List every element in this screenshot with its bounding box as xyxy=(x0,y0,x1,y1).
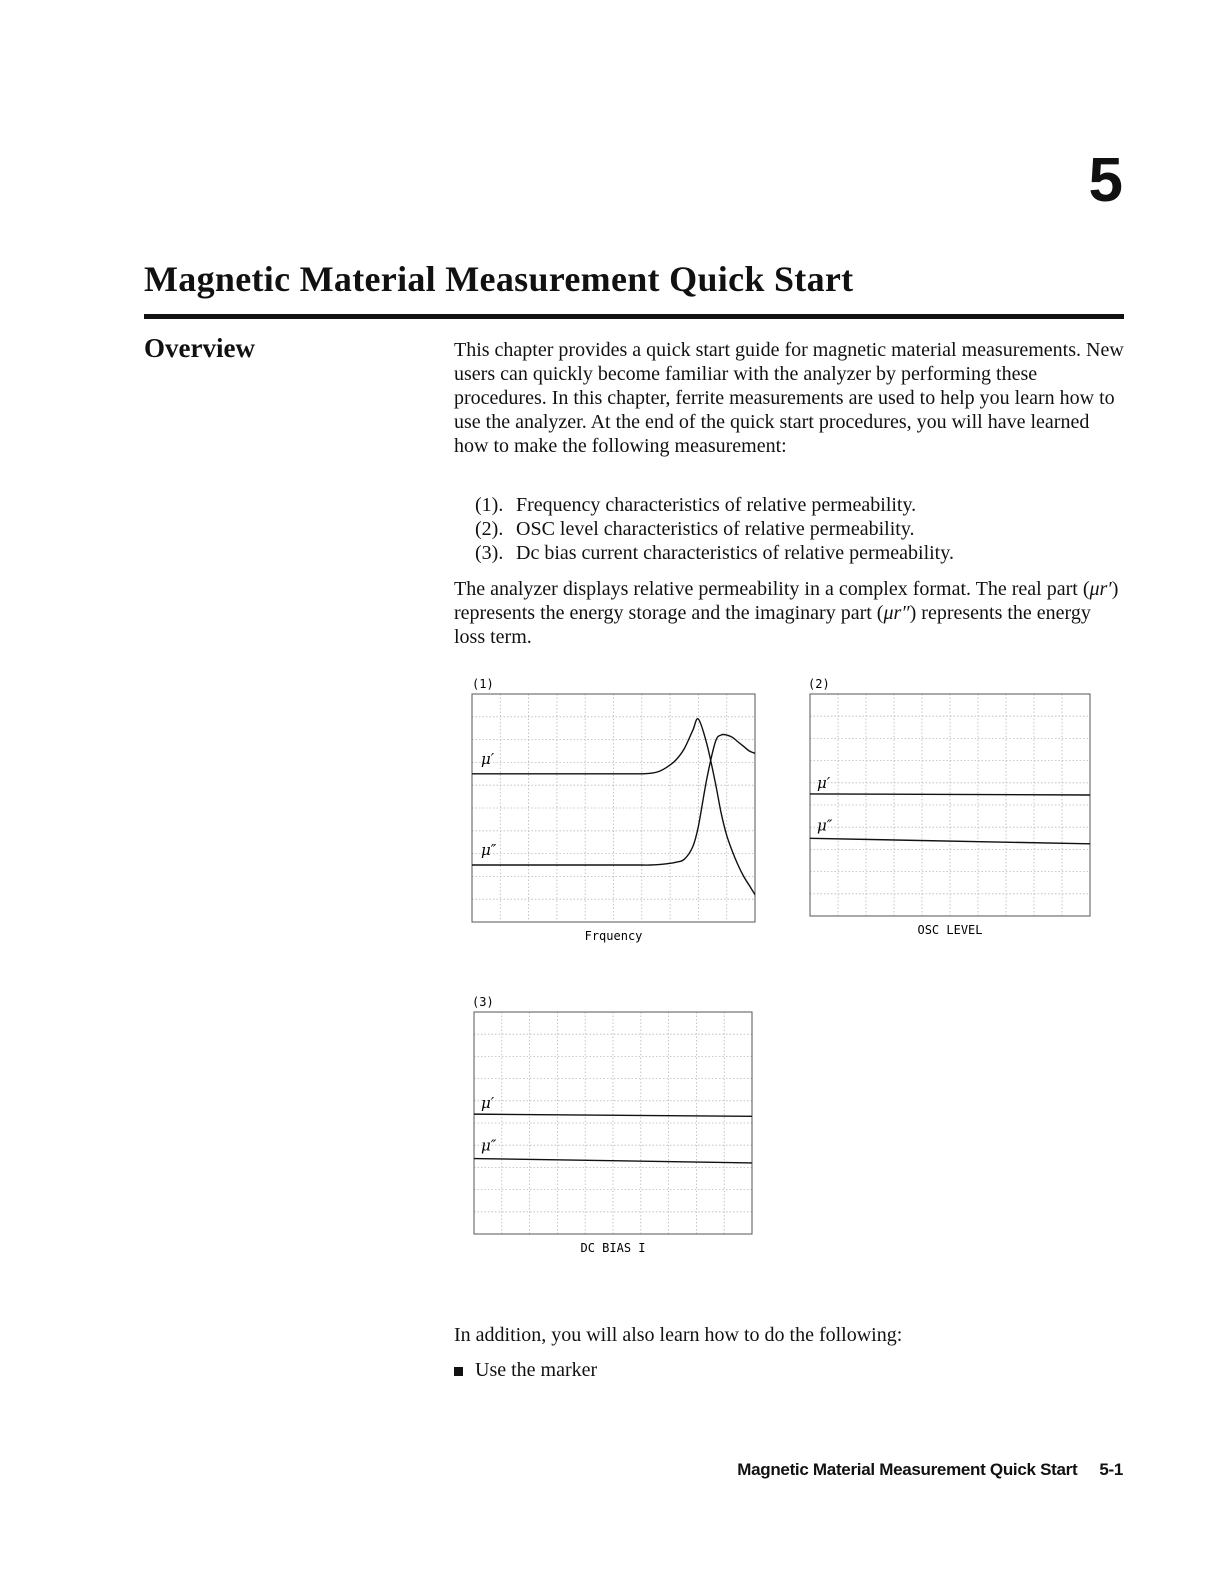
series-line xyxy=(810,794,1090,795)
panel-label: (1) xyxy=(472,677,494,691)
series-label: μ″ xyxy=(817,816,833,835)
graph-frequency xyxy=(470,676,760,946)
list-item-text: Frequency characteristics of relative permeability. xyxy=(516,494,917,516)
footer-title: Magnetic Material Measurement Quick Start xyxy=(737,1460,1078,1479)
graph-osc-level xyxy=(806,676,1096,946)
measurement-list xyxy=(454,493,1124,565)
plot-frame xyxy=(474,1012,752,1234)
series-label: μ′ xyxy=(817,773,831,792)
graph-dc-bias xyxy=(470,994,760,1264)
x-axis-label: Frquency xyxy=(584,929,643,943)
series-label: μ′ xyxy=(481,749,495,768)
panel-label: (2) xyxy=(808,677,830,691)
section-heading: Overview xyxy=(144,333,255,363)
panel-label: (3) xyxy=(472,995,494,1009)
format-text-part3: ) represents the energy loss term. xyxy=(454,602,1091,648)
addition-paragraph xyxy=(454,1323,1124,1347)
format-text xyxy=(454,577,1124,649)
bullet-item: Use the marker xyxy=(454,1358,597,1382)
series-label: μ″ xyxy=(481,841,497,859)
x-axis-label: OSC LEVEL xyxy=(917,923,983,937)
title-rule xyxy=(144,314,1124,319)
list-item-number: (3). xyxy=(475,542,504,564)
list-item-number: (1). xyxy=(475,494,504,516)
list-item-number: (2). xyxy=(475,518,504,540)
format-text-part2: ) represents the energy storage and the imaginary part ( xyxy=(454,578,1119,624)
format-paragraph xyxy=(454,577,1124,649)
format-text-part1: The analyzer displays relative permeability in a complex format. The real part ( xyxy=(454,578,1090,600)
intro-paragraph xyxy=(454,338,1124,458)
list-item xyxy=(454,517,1124,541)
page-number: 5-1 xyxy=(1099,1460,1123,1479)
graph-dc-bias-svg xyxy=(470,994,760,1264)
chapter-number: 5 xyxy=(1088,146,1123,215)
mu-real-symbol: μr′ xyxy=(1089,578,1112,600)
graph-frequency-svg xyxy=(470,676,760,946)
chapter-title: Magnetic Material Measurement Quick Start xyxy=(144,259,854,299)
addition-text: In addition, you will also learn how to do the following: xyxy=(454,1324,903,1346)
bullet-list xyxy=(454,1358,597,1382)
intro-text: This chapter provides a quick start guide for magnetic material measurements. New users can quickly become familiar with the analyzer by performing these procedures. In this chapter, ferrite measurements are used to help you learn how to use the analyzer. At the end of the quick start procedures, you will have learned how to make the following measurement: xyxy=(454,339,1124,457)
series-label: μ′ xyxy=(481,1094,495,1113)
mu-imag-symbol: μr″ xyxy=(883,602,910,624)
graph-osc-level-svg xyxy=(806,676,1096,946)
list-item-text: OSC level characteristics of relative permeability. xyxy=(516,518,915,540)
page-footer xyxy=(737,1460,1123,1480)
x-axis-label: DC BIAS I xyxy=(580,1241,646,1255)
list-item xyxy=(454,541,1124,565)
series-label: μ″ xyxy=(481,1136,497,1155)
series-line xyxy=(810,838,1090,844)
list-item xyxy=(454,493,1124,517)
list-item-text: Dc bias current characteristics of relative permeability. xyxy=(516,542,954,564)
